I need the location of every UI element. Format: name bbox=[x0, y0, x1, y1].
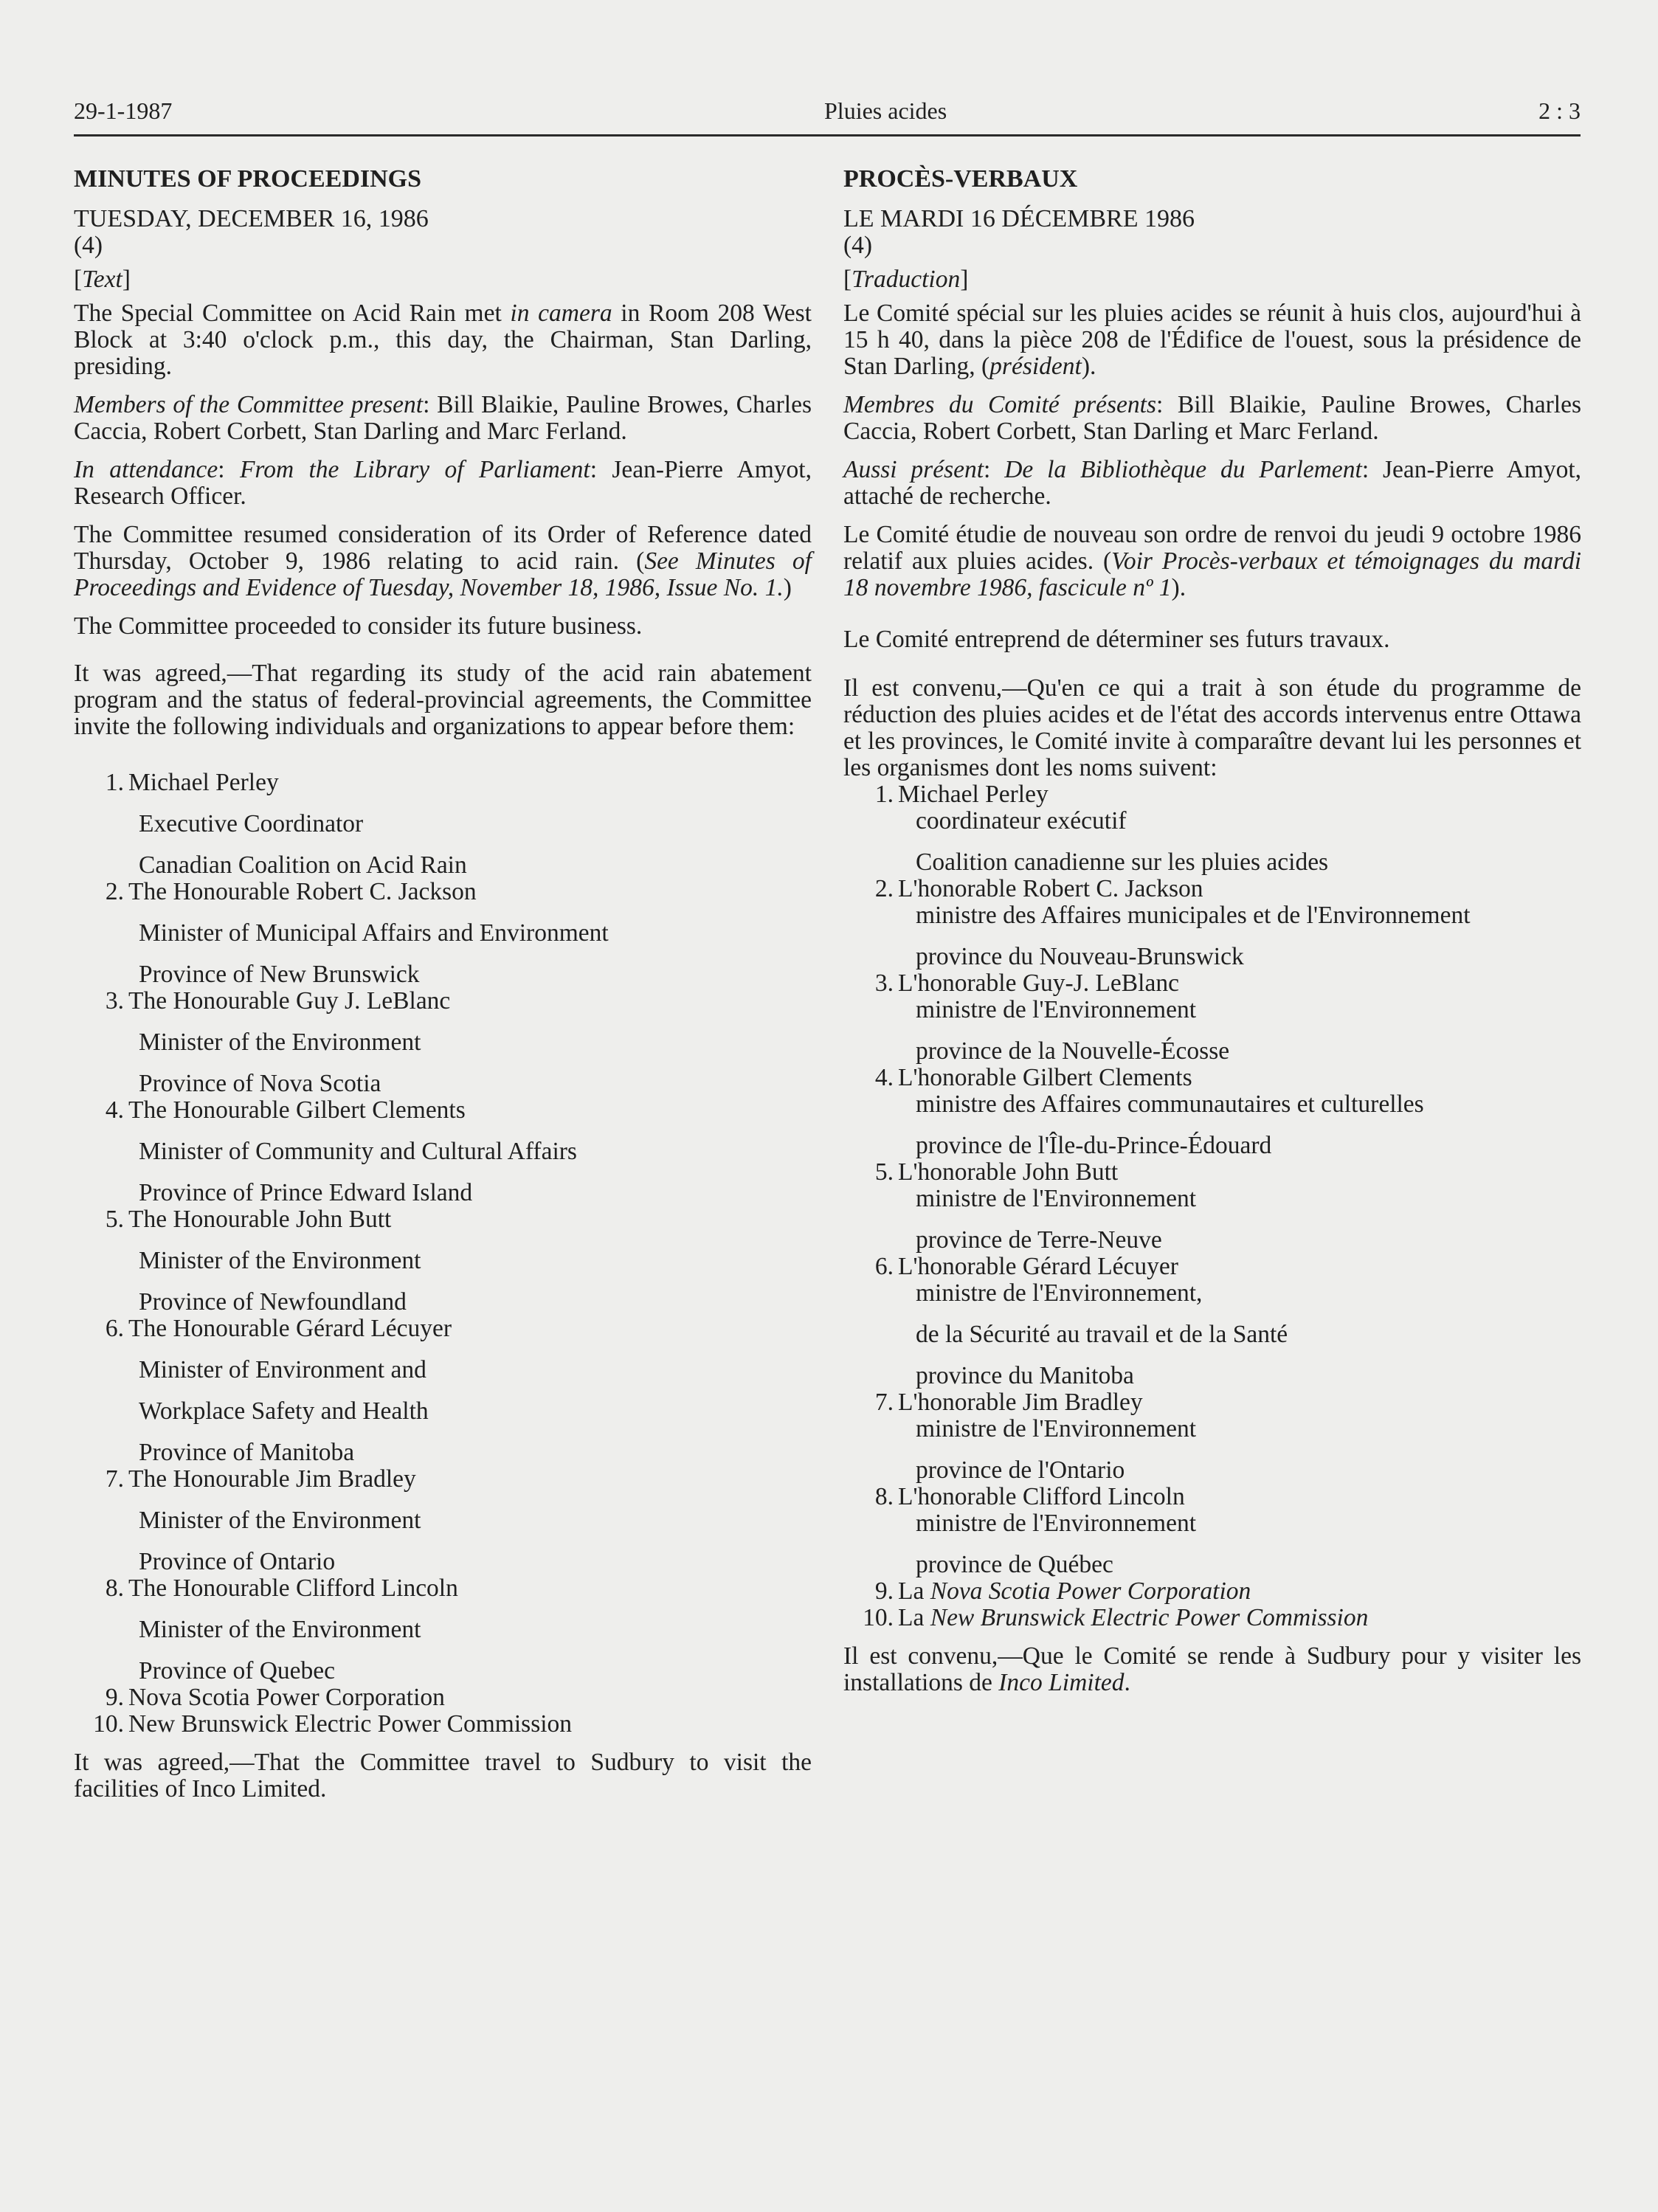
witness-title: ministre de l'Environnement bbox=[916, 1185, 1197, 1212]
list-item bbox=[843, 970, 1581, 1065]
witness-title: Minister of the Environment bbox=[139, 1029, 421, 1056]
list-item bbox=[74, 1316, 812, 1466]
text-span: in Room 208 West Block at 3:40 o'clock p.m., this day, the Chairman, Stan Darling, presiding. bbox=[74, 300, 812, 380]
item-number: 10. bbox=[863, 1604, 894, 1631]
witness-name bbox=[74, 1684, 812, 1711]
list-item bbox=[74, 879, 812, 988]
italic-span: Aussi présent bbox=[843, 456, 984, 483]
witness-name bbox=[74, 1097, 812, 1124]
witness-name bbox=[843, 970, 1581, 997]
witness-province: Province of Newfoundland bbox=[139, 1288, 407, 1316]
witness-province: province du Nouveau-Brunswick bbox=[916, 943, 1244, 970]
french-tag-text: Traduction bbox=[852, 266, 961, 293]
list-item bbox=[843, 1065, 1581, 1159]
list-item bbox=[74, 1206, 812, 1316]
witness-title: Minister of Municipal Affairs and Environment bbox=[139, 919, 609, 947]
witness-name bbox=[74, 879, 812, 905]
name-text: The Honourable Jim Bradley bbox=[128, 1465, 416, 1493]
french-paragraph-future-business: Le Comité entreprend de déterminer ses futurs travaux. bbox=[843, 626, 1390, 653]
english-paragraph-sudbury: It was agreed,—That the Committee travel to Sudbury to visit the facilities of Inco Limited. bbox=[74, 1749, 812, 1803]
name-text: The Honourable Guy J. LeBlanc bbox=[128, 987, 451, 1015]
list-item bbox=[843, 1578, 1581, 1605]
text-span: : bbox=[984, 456, 1005, 483]
witness-province: Province of Prince Edward Island bbox=[139, 1179, 473, 1206]
item-number: 1. bbox=[105, 769, 124, 796]
witness-title: ministre de l'Environnement bbox=[916, 1510, 1197, 1537]
english-column bbox=[74, 166, 812, 1803]
list-item bbox=[74, 1575, 812, 1684]
item-number: 5. bbox=[874, 1158, 894, 1186]
english-paragraph-members bbox=[74, 392, 812, 445]
english-date: TUESDAY, DECEMBER 16, 1986 bbox=[74, 205, 429, 232]
french-paragraph-meeting bbox=[843, 300, 1581, 380]
item-number: 4. bbox=[874, 1064, 894, 1091]
list-item bbox=[843, 1159, 1581, 1254]
item-number: 7. bbox=[874, 1389, 894, 1416]
italic-span: Voir Procès-verbaux et témoignages du mardi 18 novembre 1986, fascicule nº 1 bbox=[843, 547, 1582, 601]
witness-name bbox=[74, 770, 812, 796]
witness-name bbox=[843, 1484, 1581, 1510]
witness-title: Workplace Safety and Health bbox=[139, 1397, 429, 1425]
name-italic: Nova Scotia Power Corporation bbox=[930, 1577, 1251, 1605]
french-paragraph-agreed: Il est convenu,—Qu'en ce qui a trait à son étude du programme de réduction des pluies acides et de l'état des accords intervenus entre Ottawa et les provinces, le Comité invite à comparaître devant lui les personnes et les organismes dont les noms suivent: bbox=[843, 674, 1581, 781]
text-span: ). bbox=[1171, 574, 1186, 601]
text-span: : Bill Blaikie, Pauline Browes, Charles Caccia, Robert Corbett, Stan Darling et Marc Ferland. bbox=[843, 391, 1581, 445]
name-prefix: La bbox=[898, 1577, 930, 1605]
list-item bbox=[74, 1684, 812, 1711]
witness-title: ministre de l'Environnement, bbox=[916, 1279, 1203, 1307]
witness-title: Minister of the Environment bbox=[139, 1616, 421, 1643]
item-number: 9. bbox=[874, 1577, 894, 1605]
witness-title: de la Sécurité au travail et de la Santé bbox=[916, 1321, 1288, 1348]
witness-province: province du Manitoba bbox=[916, 1362, 1134, 1389]
text-span: ) bbox=[783, 574, 792, 601]
item-number: 2. bbox=[105, 878, 124, 905]
list-item bbox=[74, 988, 812, 1097]
text-span: The Special Committee on Acid Rain met bbox=[74, 300, 511, 327]
name-text: The Honourable Gilbert Clements bbox=[128, 1096, 466, 1124]
english-tag-text: Text bbox=[82, 266, 122, 293]
witness-province: province de l'Île-du-Prince-Édouard bbox=[916, 1132, 1272, 1159]
list-item bbox=[74, 1711, 812, 1738]
header-page-number: 2 : 3 bbox=[1538, 97, 1581, 124]
list-item bbox=[843, 1254, 1581, 1389]
name-text: Nova Scotia Power Corporation bbox=[128, 1684, 445, 1711]
witness-title: Minister of Environment and bbox=[139, 1356, 426, 1383]
name-text: L'honorable Gilbert Clements bbox=[898, 1064, 1192, 1091]
text-span: ). bbox=[1081, 353, 1096, 380]
witness-title: ministre de l'Environnement bbox=[916, 1415, 1197, 1442]
item-number: 1. bbox=[874, 781, 894, 808]
item-number: 6. bbox=[105, 1315, 124, 1342]
italic-span: See Minutes of Proceedings and Evidence of Tuesday, November 18, 1986, Issue No. 1. bbox=[74, 547, 812, 601]
name-prefix: La bbox=[898, 1604, 930, 1631]
french-paragraph-members bbox=[843, 392, 1581, 445]
witness-name bbox=[74, 1206, 812, 1233]
witness-name bbox=[74, 1575, 812, 1602]
list-item bbox=[843, 1484, 1581, 1578]
witness-name bbox=[843, 1578, 1581, 1605]
list-item bbox=[74, 1097, 812, 1206]
english-paragraph-meeting bbox=[74, 300, 812, 380]
list-item bbox=[843, 1605, 1581, 1631]
italic-span: Members of the Committee present bbox=[74, 391, 424, 418]
witness-title: Minister of Community and Cultural Affairs bbox=[139, 1138, 577, 1165]
text-span: Il est convenu,—Que le Comité se rende à Sudbury pour y visiter les installations de bbox=[843, 1642, 1581, 1696]
witness-title: ministre des Affaires communautaires et culturelles bbox=[916, 1091, 1424, 1118]
italic-span: Membres du Comité présents bbox=[843, 391, 1156, 418]
witness-province: province de la Nouvelle-Écosse bbox=[916, 1037, 1230, 1065]
item-number: 10. bbox=[93, 1710, 124, 1738]
witness-title: Minister of the Environment bbox=[139, 1507, 421, 1534]
text-span: The Committee resumed consideration of its Order of Reference dated Thursday, October 9, 1986 relating to acid rain. ( bbox=[74, 521, 812, 575]
witness-province: Province of Manitoba bbox=[139, 1439, 355, 1466]
item-number: 7. bbox=[105, 1465, 124, 1493]
witness-name bbox=[843, 1159, 1581, 1186]
text-span: : Jean-Pierre Amyot, attaché de recherche. bbox=[843, 456, 1582, 510]
witness-name bbox=[843, 781, 1581, 808]
witness-name bbox=[74, 1316, 812, 1342]
witness-name bbox=[74, 988, 812, 1015]
witness-province: Coalition canadienne sur les pluies acides bbox=[916, 848, 1329, 876]
item-number: 5. bbox=[105, 1206, 124, 1233]
english-paragraph-future-business: The Committee proceeded to consider its future business. bbox=[74, 612, 643, 640]
text-span: . bbox=[1124, 1669, 1130, 1696]
witness-name bbox=[843, 876, 1581, 902]
french-number: (4) bbox=[843, 232, 873, 259]
name-text: L'honorable Jim Bradley bbox=[898, 1389, 1143, 1416]
list-item bbox=[74, 1466, 812, 1575]
english-paragraph-agreed: It was agreed,—That regarding its study of the acid rain abatement program and the status of federal-provincial agreements, the Committee invite the following individuals and organizations to appear before them: bbox=[74, 660, 812, 740]
witness-name bbox=[843, 1389, 1581, 1416]
witness-province: Canadian Coalition on Acid Rain bbox=[139, 851, 467, 879]
french-tag: [Traduction] bbox=[843, 266, 969, 293]
item-number: 8. bbox=[874, 1483, 894, 1510]
witness-name bbox=[74, 1466, 812, 1493]
witness-title: Executive Coordinator bbox=[139, 810, 364, 837]
french-date: LE MARDI 16 DÉCEMBRE 1986 bbox=[843, 205, 1195, 232]
witness-title: ministre de l'Environnement bbox=[916, 996, 1197, 1023]
text-span: : Bill Blaikie, Pauline Browes, Charles Caccia, Robert Corbett, Stan Darling and Marc Ferland. bbox=[74, 391, 812, 445]
italic-span: De la Bibliothèque du Parlement bbox=[1004, 456, 1362, 483]
name-text: The Honourable John Butt bbox=[128, 1206, 392, 1233]
item-number: 3. bbox=[874, 970, 894, 997]
name-italic: New Brunswick Electric Power Commission bbox=[930, 1604, 1369, 1631]
text-span: : Jean-Pierre Amyot, Research Officer. bbox=[74, 456, 812, 510]
text-span: Le Comité étudie de nouveau son ordre de renvoi du jeudi 9 octobre 1986 relatif aux pluies acides. ( bbox=[843, 521, 1581, 575]
french-witness-list bbox=[843, 781, 1581, 1631]
italic-span: Inco Limited bbox=[998, 1669, 1125, 1696]
witness-name bbox=[74, 1711, 812, 1738]
item-number: 6. bbox=[874, 1253, 894, 1280]
witness-province: Province of Nova Scotia bbox=[139, 1070, 381, 1097]
italic-span: From the Library of Parliament bbox=[239, 456, 590, 483]
witness-title: Minister of the Environment bbox=[139, 1247, 421, 1274]
name-text: L'honorable Clifford Lincoln bbox=[898, 1483, 1185, 1510]
witness-title: coordinateur exécutif bbox=[916, 807, 1127, 834]
french-paragraph-attendance bbox=[843, 457, 1581, 510]
item-number: 8. bbox=[105, 1575, 124, 1602]
text-span: : bbox=[218, 456, 240, 483]
witness-province: province de Québec bbox=[916, 1551, 1113, 1578]
english-paragraph-attendance bbox=[74, 457, 812, 510]
text-span: Le Comité spécial sur les pluies acides se réunit à huis clos, aujourd'hui à 15 h 40, dans la pièce 208 de l'Édifice de l'ouest, sous la présidence de Stan Darling, ( bbox=[843, 300, 1581, 380]
item-number: 4. bbox=[105, 1096, 124, 1124]
witness-province: Province of Quebec bbox=[139, 1657, 336, 1684]
english-number: (4) bbox=[74, 232, 103, 259]
french-heading: PROCÈS-VERBAUX bbox=[843, 165, 1078, 193]
witness-name bbox=[843, 1065, 1581, 1091]
witness-name bbox=[843, 1254, 1581, 1280]
name-text: The Honourable Robert C. Jackson bbox=[128, 878, 477, 905]
name-text: The Honourable Clifford Lincoln bbox=[128, 1575, 458, 1602]
name-text: L'honorable John Butt bbox=[898, 1158, 1119, 1186]
item-number: 9. bbox=[105, 1684, 124, 1711]
italic-span: président bbox=[989, 353, 1082, 380]
french-paragraph-sudbury bbox=[843, 1643, 1581, 1696]
name-text: New Brunswick Electric Power Commission bbox=[128, 1710, 573, 1738]
header-date: 29-1-1987 bbox=[74, 97, 173, 124]
english-paragraph-order bbox=[74, 522, 812, 601]
witness-title: ministre des Affaires municipales et de l'Environnement bbox=[916, 902, 1471, 929]
name-text: Michael Perley bbox=[898, 781, 1049, 808]
name-text: L'honorable Robert C. Jackson bbox=[898, 875, 1203, 902]
name-text: L'honorable Guy-J. LeBlanc bbox=[898, 970, 1179, 997]
italic-span: In attendance bbox=[74, 456, 218, 483]
page-header bbox=[74, 97, 1581, 136]
witness-province: Province of Ontario bbox=[139, 1548, 336, 1575]
list-item bbox=[843, 781, 1581, 876]
header-title: Pluies acides bbox=[824, 97, 947, 124]
italic-span: in camera bbox=[510, 300, 612, 327]
item-number: 3. bbox=[105, 987, 124, 1015]
name-text: L'honorable Gérard Lécuyer bbox=[898, 1253, 1178, 1280]
english-heading: MINUTES OF PROCEEDINGS bbox=[74, 165, 422, 193]
witness-province: province de Terre-Neuve bbox=[916, 1226, 1162, 1254]
name-text: The Honourable Gérard Lécuyer bbox=[128, 1315, 452, 1342]
item-number: 2. bbox=[874, 875, 894, 902]
french-paragraph-order bbox=[843, 522, 1581, 601]
witness-name bbox=[843, 1605, 1581, 1631]
english-tag: [Text] bbox=[74, 266, 131, 293]
witness-province: province de l'Ontario bbox=[916, 1456, 1125, 1484]
name-text: Michael Perley bbox=[128, 769, 279, 796]
list-item bbox=[843, 876, 1581, 970]
list-item bbox=[843, 1389, 1581, 1484]
english-witness-list bbox=[74, 770, 812, 1738]
witness-province: Province of New Brunswick bbox=[139, 961, 420, 988]
list-item bbox=[74, 770, 812, 879]
french-column bbox=[843, 166, 1581, 1696]
